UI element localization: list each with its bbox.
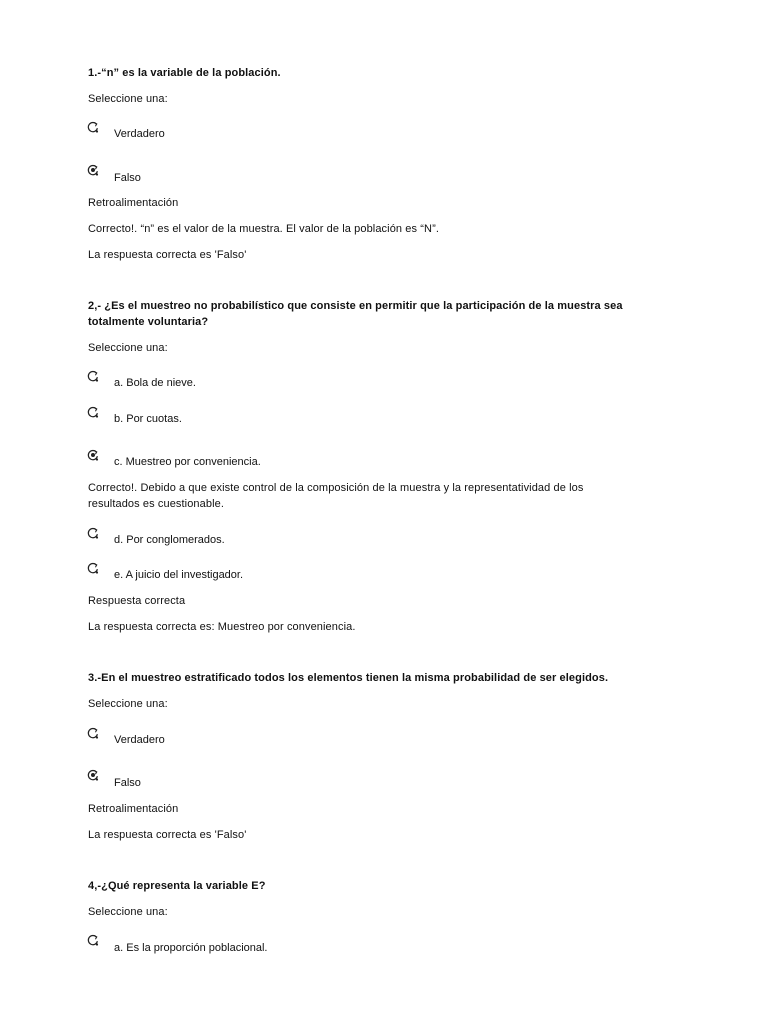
question-2-option-e[interactable]: e. A juicio del investigador. [114, 569, 244, 581]
question-2-option-d[interactable]: d. Por conglomerados. [114, 534, 225, 546]
radio-selected-icon[interactable] [86, 768, 100, 782]
question-3-title: 3.-En el muestreo estratificado todos los elementos tienen la misma probabilidad de ser elegidos. [88, 672, 609, 684]
question-3-option-verdadero[interactable]: Verdadero [114, 734, 165, 746]
radio-unselected-icon[interactable] [86, 561, 100, 575]
question-2-answer: La respuesta correcta es: Muestreo por conveniencia. [88, 621, 356, 633]
question-1-option-falso[interactable]: Falso [114, 172, 141, 184]
question-1-feedback: Correcto!. “n” es el valor de la muestra. El valor de la población es “N”. [88, 223, 439, 235]
question-1-feedback-label: Retroalimentación [88, 197, 179, 209]
question-3-prompt: Seleccione una: [88, 698, 168, 710]
question-4-title: 4,-¿Qué representa la variable E? [88, 880, 266, 892]
question-1-option-verdadero[interactable]: Verdadero [114, 128, 165, 140]
question-2-feedback-label: Respuesta correcta [88, 595, 186, 607]
radio-unselected-icon[interactable] [86, 120, 100, 134]
question-2-option-c[interactable]: c. Muestreo por conveniencia. [114, 456, 261, 468]
question-2-option-a[interactable]: a. Bola de nieve. [114, 377, 196, 389]
radio-unselected-icon[interactable] [86, 526, 100, 540]
question-2-title-line-2: totalmente voluntaria? [88, 316, 209, 328]
question-1-answer: La respuesta correcta es 'Falso' [88, 249, 247, 261]
question-1-title: 1.-“n” es la variable de la población. [88, 67, 281, 79]
radio-selected-icon[interactable] [86, 163, 100, 177]
question-3-option-falso[interactable]: Falso [114, 777, 141, 789]
question-2-option-b[interactable]: b. Por cuotas. [114, 413, 182, 425]
question-4-prompt: Seleccione una: [88, 906, 168, 918]
question-4-option-a[interactable]: a. Es la proporción poblacional. [114, 942, 268, 954]
question-2-prompt: Seleccione una: [88, 342, 168, 354]
radio-unselected-icon[interactable] [86, 405, 100, 419]
question-2-option-feedback-line-2: resultados es cuestionable. [88, 498, 225, 510]
question-3-feedback-label: Retroalimentación [88, 803, 179, 815]
radio-selected-icon[interactable] [86, 448, 100, 462]
question-2-option-feedback-line-1: Correcto!. Debido a que existe control de la composición de la muestra y la representatividad de los [88, 482, 584, 494]
question-3-answer: La respuesta correcta es 'Falso' [88, 829, 247, 841]
question-2-title-line-1: 2,- ¿Es el muestreo no probabilístico que consiste en permitir que la participación de la muestra sea [88, 300, 623, 312]
question-1-prompt: Seleccione una: [88, 93, 168, 105]
radio-unselected-icon[interactable] [86, 933, 100, 947]
radio-unselected-icon[interactable] [86, 369, 100, 383]
radio-unselected-icon[interactable] [86, 726, 100, 740]
